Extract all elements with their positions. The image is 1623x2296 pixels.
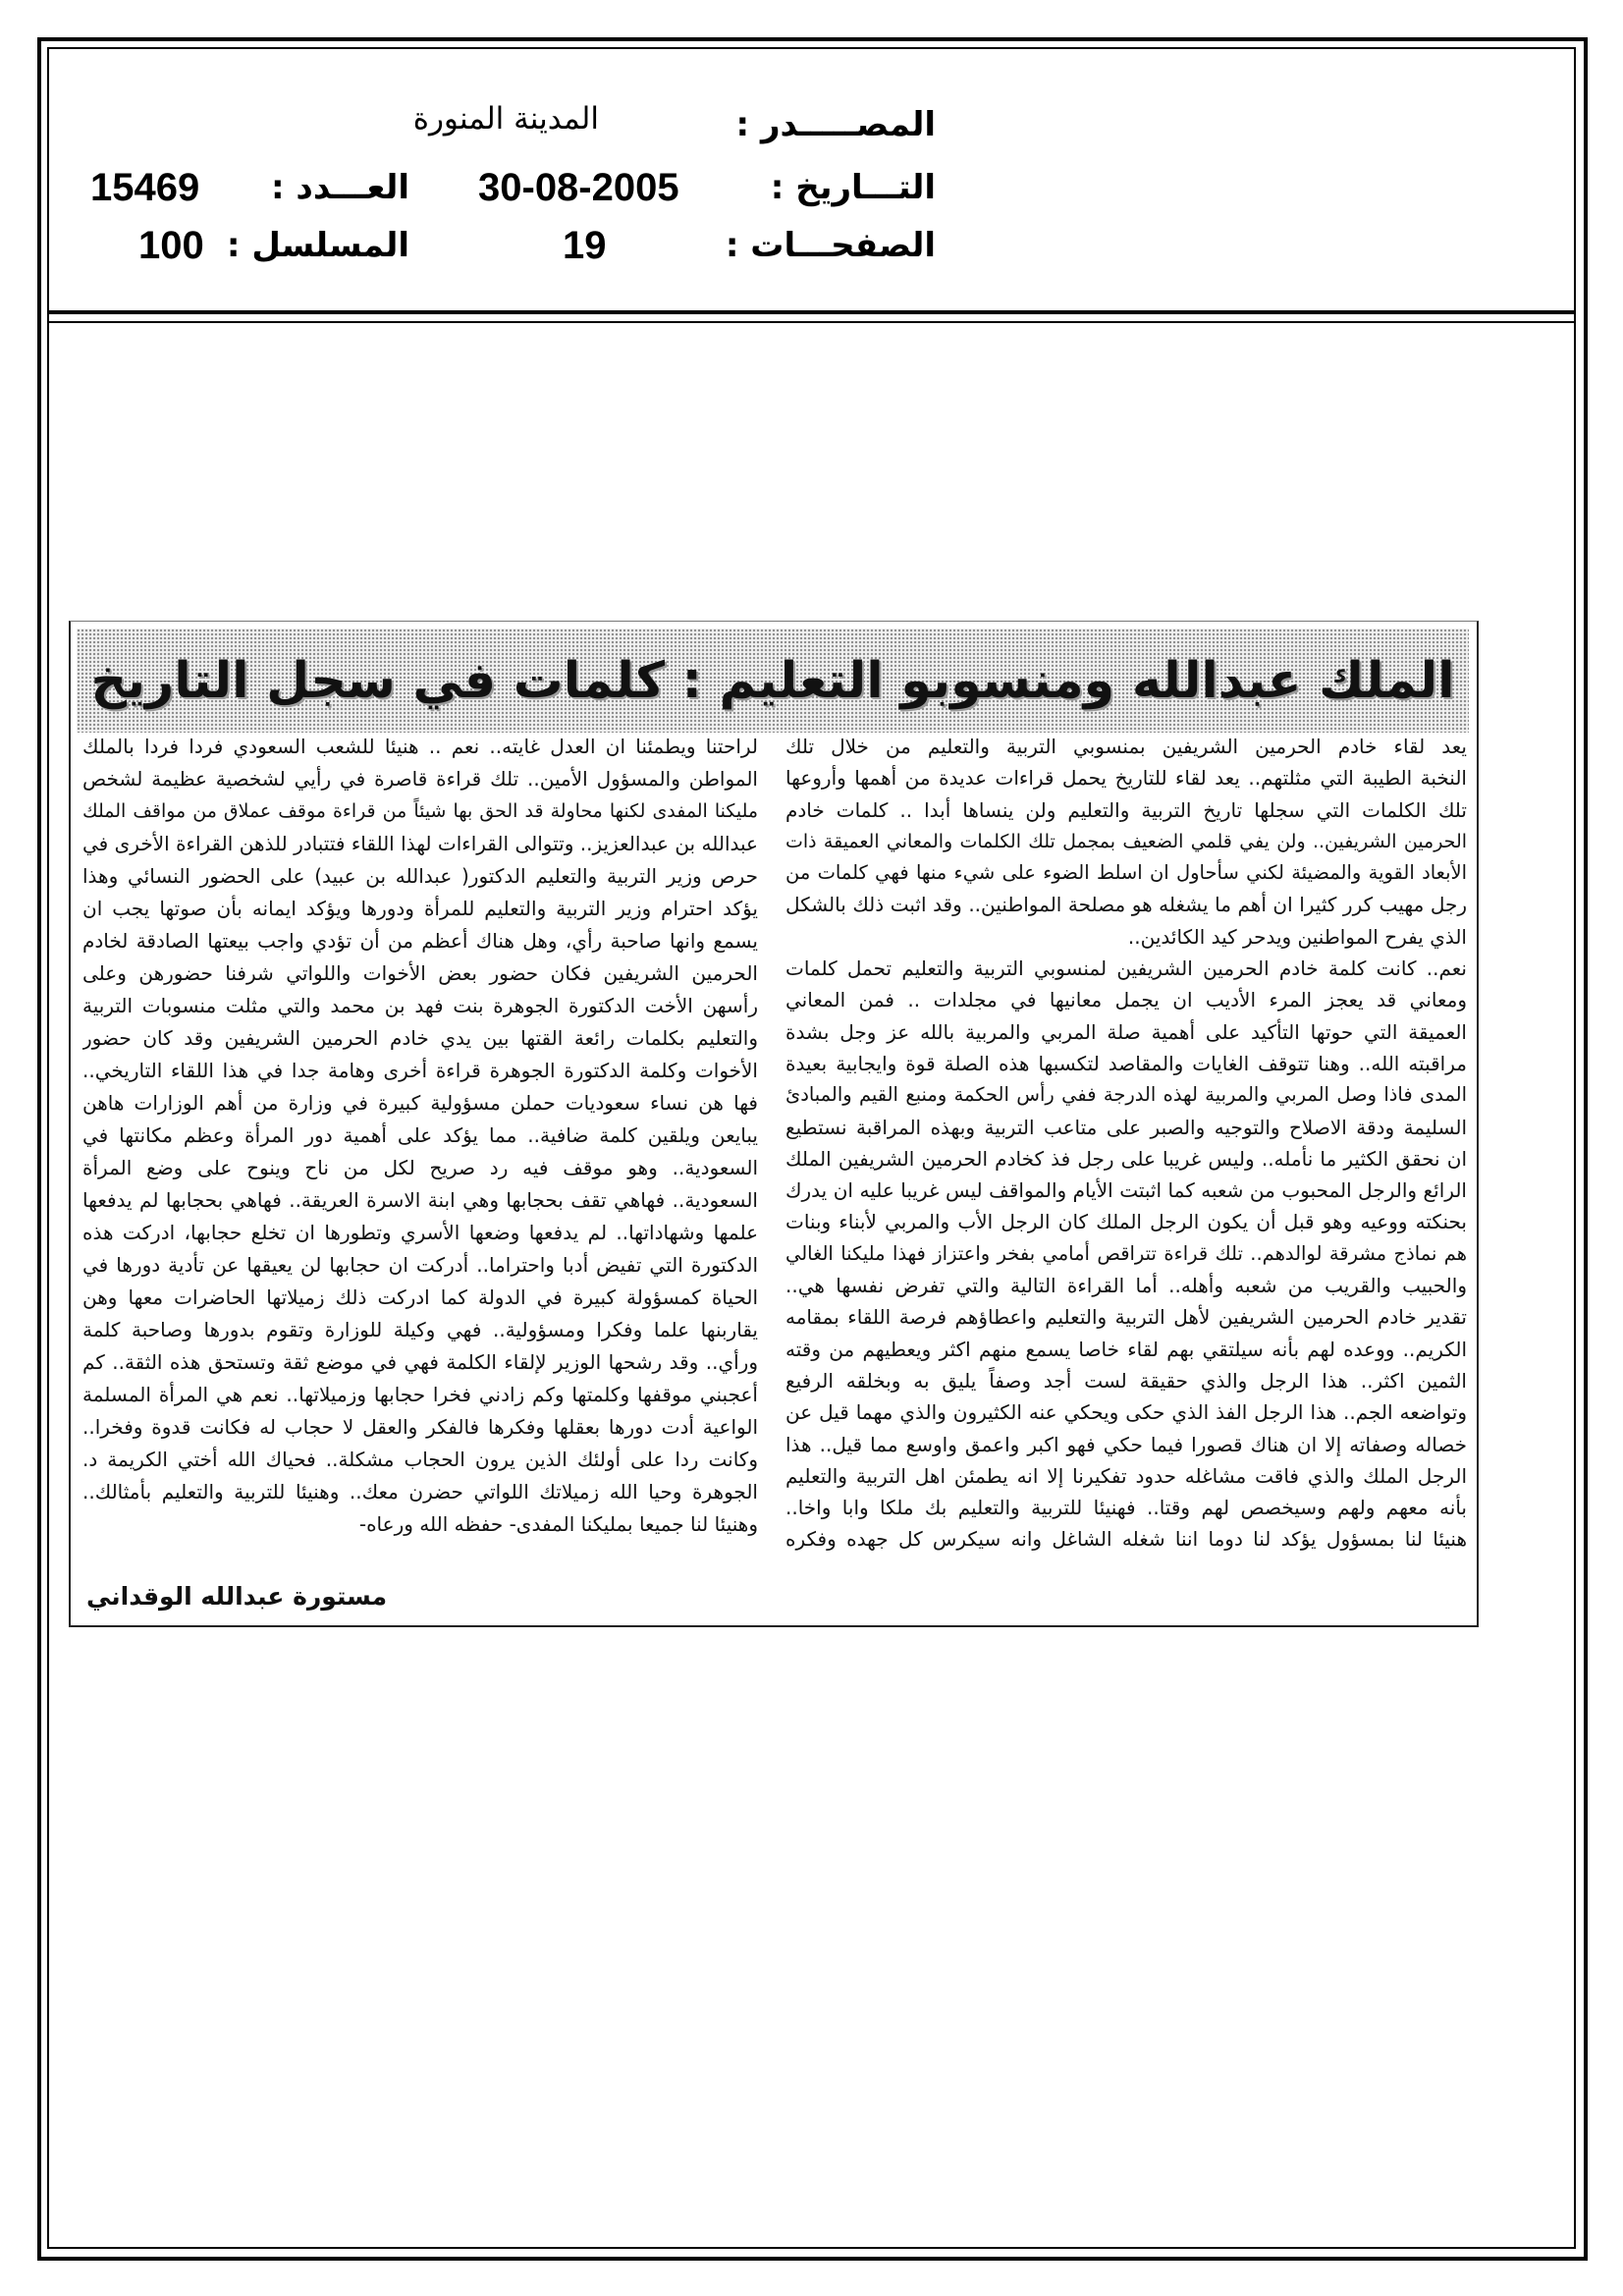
issue-label: العـــدد : (271, 168, 409, 207)
article-line: وكانت ردا على أولئك الذين يرون الحجاب مشكلة.. فحياك الله أختي الكريمة د. (82, 1448, 758, 1471)
article-column-right (785, 731, 1467, 1556)
article-line: الجوهرة وحيا الله زميلاتك اللواتي حضرن معك.. وهنيئا للتربية والتعليم بأمثالك.. (82, 1480, 758, 1503)
article-line: السليمة ودقة الاصلاح والتوجيه والصبر على متاعب التربية وبهذه المراقبة نستطيع (785, 1115, 1467, 1139)
article-line: تلك الكلمات التي سجلها تاريخ التربية والتعليم ولن ينساها أبدا .. كلمات خادم (785, 797, 1467, 822)
serial-label: المسلسل : (226, 226, 409, 265)
article-line: علمها وشهاداتها.. لم يدفعها وضعها الأسري وتطورها ان تخلع حجابها، ادركت هذه (82, 1221, 758, 1244)
article-line: وهنيئا لنا جميعا بمليكنا المفدى- حفظه الله ورعاه- (358, 1512, 758, 1536)
article-line: الثمين اكثر.. هذا الرجل والذي حقيقة لست أجد وصفاً يليق به وبخلقه الرفيع (785, 1368, 1467, 1393)
source-label: المصـــــدر : (735, 105, 936, 144)
article-line: الواعية أدت دورها بعقلها وفكرها فالفكر والعقل لا حجاب له فكانت قدوة وفخرا.. (82, 1415, 758, 1439)
article-line: نعم.. كانت كلمة خادم الحرمين الشريفين لمنسوبي التربية والتعليم تحمل كلمات (785, 957, 1467, 981)
header-divider-thin (47, 321, 1576, 323)
article-line: السعودية.. فهاهي تقف بحجابها وهي ابنة الاسرة العريقة.. فهاهي بحجابها لم يدفعها (82, 1188, 758, 1212)
article-line: بأنه معهم ولهم وسيخصص لهم وقتا.. فهنيئا للتربية والتعليم بك ملكا وابا واخا.. (785, 1496, 1467, 1520)
date-label: التـــاريخ : (770, 168, 936, 207)
article-line: الحرمين الشريفين فكان حضور بعض الأخوات واللواتي شرفنا حضورهن وعلى (82, 961, 758, 985)
serial-value: 100 (138, 224, 204, 267)
article-line: هنيئا لنا بمسؤول يؤكد لنا دوما اننا شغله الشاغل وانه سيكرس كل جهده وفكره (785, 1527, 1467, 1552)
source-value: المدينة المنورة (412, 101, 599, 137)
article-line: الذي يفرح المواطنين ويدحر كيد الكائدين.. (1127, 924, 1467, 949)
article-line: الحياة كمسؤولة كبيرة في الدولة كما ادركت ذلك زميلاتها الحاضرات معها وهن (82, 1285, 758, 1309)
article-line: المدى فاذا وصل المربي والمربية لهذه الدرجة ففي رأس الحكمة ومنبع القيم والمبادئ (785, 1083, 1467, 1107)
article-line: خصاله وصفاته إلا ان هناك قصورا فيما حكي فهو اكبر واعمق واوسع مما قيل.. هذا (785, 1432, 1467, 1456)
article-line: والحبيب والقريب من شعبه وأهله.. أما القراءة التالية والتي تفرض نفسها هي.. (785, 1274, 1467, 1298)
article-line: أعجبني موقفها وكلمتها وكم زادني فخرا حجابها وزميلاتها.. نعم هي المرأة المسلمة (82, 1383, 758, 1406)
article-line: السعودية.. وهو موقف فيه رد صريح لكل من ناح وينوح على وضع المرأة (82, 1156, 758, 1179)
article-line: مليكنا المفدى لكنها محاولة قد الحق بها شيئاً من قراءة موقف عملاق من مواقف الملك (82, 800, 758, 822)
article-line: والتعليم بكلمات رائعة القتها بين يدي خادم الحرمين الشريفين وقد كان حضور (82, 1026, 758, 1050)
date-value: 30-08-2005 (478, 166, 679, 209)
article-line: يبايعن ويلقين كلمة ضافية.. مما يؤكد على أهمية دور المرأة وعظم مكانتها في (82, 1123, 758, 1147)
article-line: رأسهن الأخت الدكتورة الجوهرة بنت فهد بن محمد والتي مثلت منسوبات التربية (82, 994, 758, 1017)
article-line: الرائع والرجل المحبوب من شعبه كما اثبتت الأيام والمواقف ليس غريبا عليه ان يدرك (785, 1178, 1467, 1203)
article-line: بحنكته ووعيه وهو قبل أن يكون الرجل الملك كان الرجل الأب والمربي لأبناء وبنات (785, 1210, 1467, 1234)
pages-label: الصفحـــات : (725, 226, 936, 265)
article-line: مراقبته الله.. وهنا تتوقف الغايات والمقاصد لتكسبها هذه الصلة قوة وايجابية بعيدة (785, 1051, 1467, 1075)
headline-band (77, 629, 1469, 733)
article-line: الرجل الملك والذي فاقت مشاغله حدود تفكيرنا إلا انه يطمئن اهل التربية والتعليم (785, 1463, 1467, 1488)
article-line: الأبعاد القوية والمضيئة لكني سأحاول ان اسلط الضوء على شيء منها فهي كلمات من (785, 861, 1467, 885)
article-line: يعد لقاء خادم الحرمين الشريفين بمنسوبي التربية والتعليم من خلال تلك (785, 735, 1467, 758)
article-line: يسمع وانها صاحبة رأي، وهل هناك أعظم من أن تؤدي واجب بيعتها الصادقة لخادم (82, 929, 758, 953)
article-line: الحرمين الشريفين.. ولن يفي قلمي الضعيف بمجمل تلك الكلمات والمعاني العميقة ذات (785, 830, 1467, 852)
article-line: عبدالله بن عبدالعزيز.. وتتوالى القراءات لهذا اللقاء فتتبادر للذهن القراءة الأخرى في (82, 832, 758, 855)
article-line: ومعاني قد يعجز المرء الأديب ان يجمل معانيها في مجلدات .. فمن المعاني (785, 988, 1467, 1012)
article-line: الأخوات وكلمة الدكتورة الجوهرة قراءة أخرى وهامة جدا في هذا اللقاء التاريخي.. (82, 1059, 758, 1082)
article-line: رجل مهيب كرر كثيرا ان أهم ما يشغله هو مصلحة المواطنين.. وقد اثبت ذلك بالشكل (785, 893, 1467, 917)
article-line: فها هن نساء سعوديات حملن مسؤولية كبيرة في وزارة من أهم الوزارات هاهن (82, 1091, 758, 1115)
article-column-left (82, 731, 758, 1541)
article-line: ان نحقق الكثير ما نأمله.. وليس غريبا على رجل فذ كخادم الحرمين الشريفين الملك (785, 1146, 1467, 1171)
article-line: النخبة الطيبة التي مثلتهم.. يعد لقاء للتاريخ يحمل قراءات عديدة من أهمها وأروعها (785, 766, 1467, 791)
article-line: وتواضعه الجم.. هذا الرجل الفذ الذي حكى ويحكي عنه الكثيرون والذي مهما قيل عن (785, 1400, 1467, 1425)
article-line: ورأي.. وقد رشحها الوزير لإلقاء الكلمة فهي في موضع ثقة وتستحق هذه الثقة.. كم (82, 1350, 758, 1374)
article-line: الكريم.. ووعده لهم بأنه سيلتقي بهم لقاء خاصا يسمع منهم اكثر ويعطيهم من وقته (785, 1337, 1467, 1361)
article-author: مستورة عبدالله الوقداني (86, 1582, 388, 1611)
article-line: تقدير خادم الحرمين الشريفين لأهل التربية والتعليم واعطاؤهم فرصة اللقاء بمقامه (785, 1305, 1467, 1330)
article-line: العميقة التي حوتها التأكيد على أهمية صلة المربي والمربية بالله عز وجل بشدة (785, 1019, 1467, 1044)
article-line: الدكتورة التي تفيض أدبا واحتراما.. أدركت ان حجابها لن يعيقها عن تأدية دورها في (82, 1253, 758, 1277)
header-divider-thick (47, 310, 1576, 314)
article-line: المواطن والمسؤول الأمين.. تلك قراءة قاصرة في رأيي لشخصية عظيمة لشخص (82, 767, 758, 791)
article-headline: الملك عبدالله ومنسوبو التعليم : كلمات في سجل التاريخ (90, 651, 1455, 709)
pages-value: 19 (563, 224, 607, 267)
article-line: يؤكد احترام وزير التربية والتعليم للمرأة ودورها ويؤكد ايمانه بأن صوتها يجب ان (82, 897, 758, 920)
article-line: هم نماذج مشرقة لوالدهم.. تلك قراءة تتراقص أمامي بفخر واعتزاز فهذا مليكنا الغالي (785, 1241, 1467, 1265)
article-line: لراحتنا ويطمئنا ان العدل غايته.. نعم .. هنيئا للشعب السعودي فردا فردا بالملك (82, 735, 758, 758)
article-line: حرص وزير التربية والتعليم الدكتور( عبدالله بن عبيد) على الحضور النسائي وهذا (82, 864, 758, 888)
article-line: يقاربنها علما وفكرا ومسؤولية.. فهي وكيلة للوزارة وتقوم بدورها وصاحبة كلمة (82, 1318, 758, 1341)
issue-value: 15469 (90, 166, 200, 209)
